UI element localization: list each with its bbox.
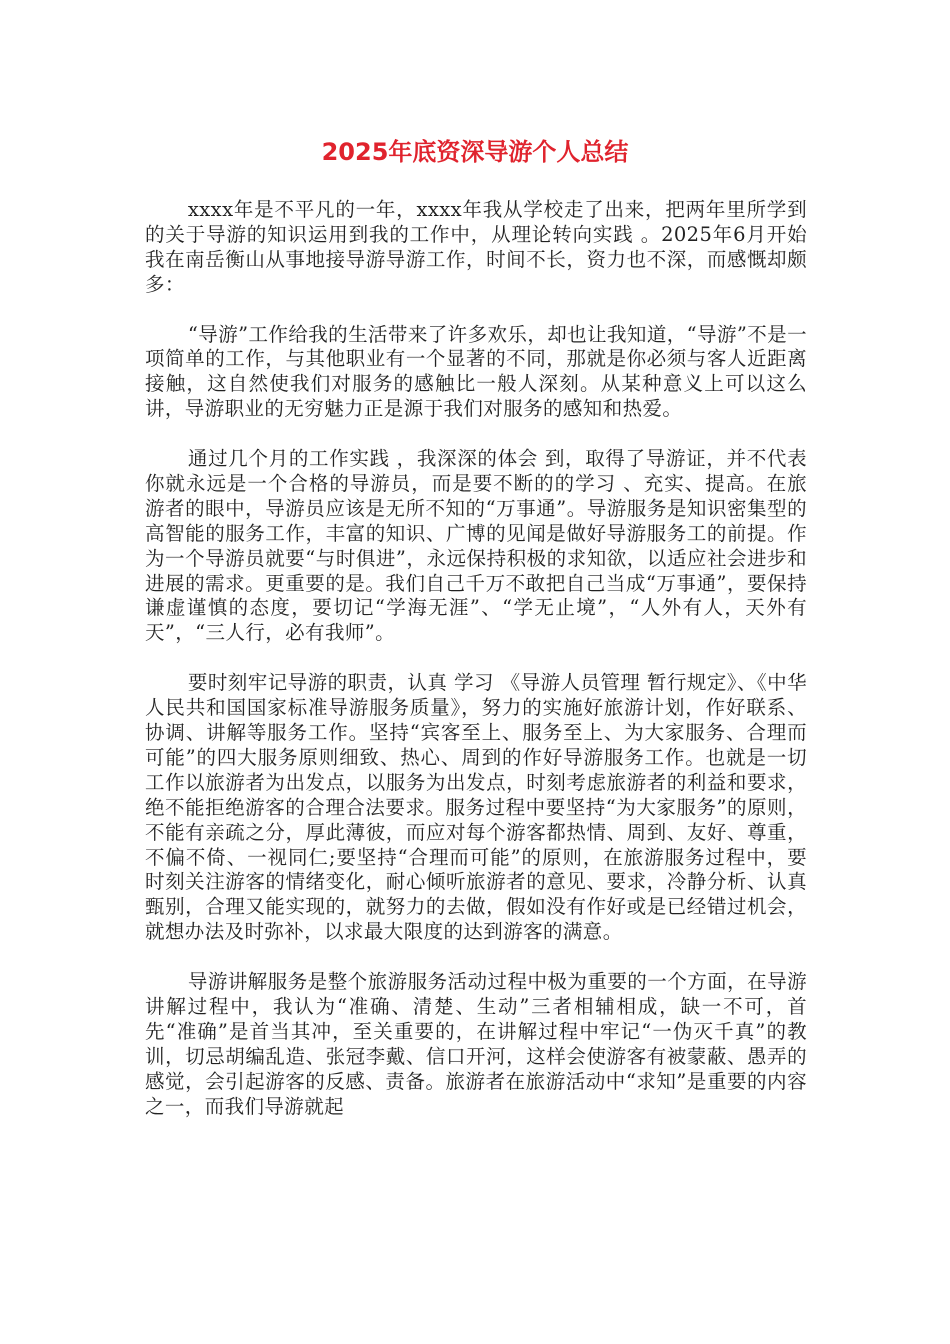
document-title: 2025年底资深导游个人总结 xyxy=(321,138,629,166)
paragraph-2: “导游”工作给我的生活带来了许多欢乐，却也让我知道，“导游”不是一项简单的工作，与其他职业有一个显著的不同，那就是你必须与客人近距离接触，这自然使我们对服务的感触比一般人深刻。从某种意义上可以这么讲，导游职业的无穷魅力正是源于我们对服务的感知和热爱。 xyxy=(145,322,807,421)
paragraph-1: xxxx年是不平凡的一年，xxxx年我从学校走了出来，把两年里所学到的关于导游的知识运用到我的工作中，从理论转向实践 。2025年6月开始我在南岳衡山从事地接导游导游工作，时间不长，资力也不深，而感慨却颇多： xyxy=(145,198,807,296)
document-body xyxy=(145,198,807,1144)
paragraph-3: 通过几个月的工作实践 ，我深深的体会 到，取得了导游证，并不代表你就永远是一个合格的导游员，而是要不断的的学习 、充实、提高。在旅游者的眼中，导游员应该是无所不知的“万事通”。导游服务是知识密集型的高智能的服务工作，丰富的知识、广博的见闻是做好导游服务工的前提。作为一个导游员就要“与时俱进”，永远保持积极的求知欲，以适应社会进步和进展的需求。更重要的是。我们自己千万不敢把自己当成“万事通”，要保持谦虚谨慎的态度，要切记“学海无涯”、“学无止境”，“人外有人，天外有天”，“三人行，必有我师”。 xyxy=(145,447,807,645)
paragraph-5: 导游讲解服务是整个旅游服务活动过程中极为重要的一个方面，在导游讲解过程中，我认为“准确、清楚、生动”三者相辅相成，缺一不可，首先“准确”是首当其冲，至关重要的，在讲解过程中牢记“一伪灭千真”的教训，切忌胡编乱造、张冠李戴、信口开河，这样会使游客有被蒙蔽、愚弄的感觉，会引起游客的反感、责备。旅游者在旅游活动中“求知”是重要的内容之一，而我们导游就起 xyxy=(145,970,807,1118)
paragraph-4: 要时刻牢记导游的职责，认真 学习 《导游人员管理 暂行规定》、《中华人民共和国国家标准导游服务质量》，努力的实施好旅游计划，作好联系、协调、讲解等服务工作。坚持“宾客至上、服务至上、为大家服务、合理而可能”的四大服务原则细致、热心、周到的作好导游服务工作。也就是一切工作以旅游者为出发点，以服务为出发点，时刻考虑旅游者的利益和要求，绝不能拒绝游客的合理合法要求。服务过程中要坚持“为大家服务”的原则，不能有亲疏之分，厚此薄彼，而应对每个游客都热情、周到、友好、尊重，不偏不倚、一视同仁;要坚持“合理而可能”的原则，在旅游服务过程中，要时刻关注游客的情绪变化，耐心倾听旅游者的意见、要求，冷静分析、认真甄别，合理又能实现的，就努力的去做，假如没有作好或是已经错过机会，就想办法及时弥补，以求最大限度的达到游客的满意。 xyxy=(145,671,807,944)
